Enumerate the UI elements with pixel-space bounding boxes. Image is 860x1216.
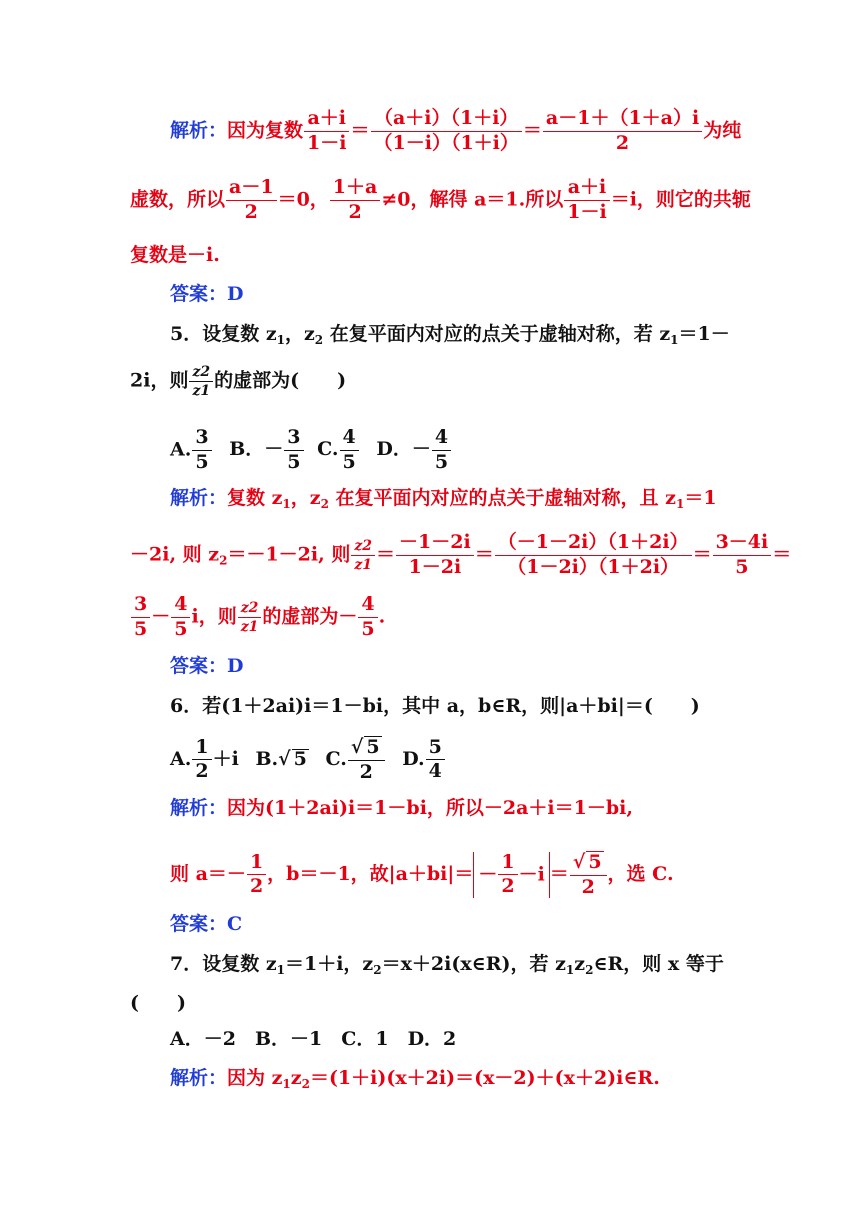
question-7-line-1: 7．设复数 $z_1=1+i$，$z_2=x+2i(x\in R)$，若 $z_1z_2\in R$，则 x 等于 bbox=[170, 953, 724, 977]
fraction: $\frac{3}{5}$ bbox=[284, 427, 303, 474]
option-a: A. bbox=[170, 438, 192, 461]
fraction: $\frac{z2}{z1}$ bbox=[238, 600, 262, 635]
solution-label: 解析： bbox=[170, 1067, 228, 1089]
solution-4-line-3: 复数是－i. bbox=[130, 244, 220, 266]
fraction: $\frac{3}{5}$ bbox=[131, 594, 150, 641]
sqrt-sign: √ bbox=[278, 747, 291, 770]
sqrt-sign: √ bbox=[350, 736, 364, 758]
option-d: D．－ bbox=[376, 438, 431, 461]
solution-5-line-2: －2i, 则 $z_2=-1-2i$, 则 $\frac{z2}{z1}$ ＝ $\frac{-1-2i}{1-2i}$ ＝ $\frac{(-1-2i)(1+2i)}{(1-2i)(1+2i)}$ ＝ $\frac{3-4i}{5}$ ＝ bbox=[130, 531, 792, 578]
option-d: D. bbox=[402, 747, 425, 770]
fraction: $\frac{a-1}{2}$ bbox=[226, 177, 277, 224]
fraction: $\frac{a+i}{1-i}$ bbox=[564, 177, 609, 224]
solution-4-line-2: 虚数，所以 $\frac{a-1}{2}$ ＝0， $\frac{1+a}{2}$ ≠0，解得 a＝1.所以 $\frac{a+i}{1-i}$ ＝i，则它的共轭 bbox=[130, 176, 751, 223]
solution-6-line-2: 则 a＝－ $\frac{1}{2}$ ，b＝－1，故|a＋bi|＝ － $\frac{1}{2}$ －i ＝ $\frac{√ 5}{2}$ ，选 C. bbox=[170, 850, 674, 898]
fraction: $\frac{√ 5}{2}$ bbox=[348, 736, 385, 784]
option-b: B．－ bbox=[229, 438, 284, 461]
fraction: $\frac{√ 5}{2}$ bbox=[570, 851, 607, 899]
question-5-line-1: 5．设复数 $z_1$，$z_2$ 在复平面内对应的点关于虚轴对称，若 $z_1=1-$ bbox=[170, 323, 730, 347]
fraction: $\frac{3}{5}$ bbox=[192, 427, 211, 474]
fraction: $\frac{1+a}{2}$ bbox=[330, 177, 381, 224]
question-6-line-1: 6．若(1＋2ai)i＝1－bi，其中 a，b∈R，则|a＋bi|＝( ) bbox=[170, 695, 700, 717]
solution-4-line-1: 解析：因为复数 $\frac{a+i}{1-i}$ ＝ $\frac{(a+i)(1+i)}{(1-i)(1+i)}$ ＝ $\frac{a-1+(1+a)i}{2}$ 为纯 bbox=[170, 107, 742, 154]
fraction: $\frac{4}{5}$ bbox=[171, 594, 190, 641]
fraction: $\frac{5}{4}$ bbox=[426, 737, 445, 784]
answer-5: 答案：D bbox=[170, 655, 244, 677]
solution-7-line-1: 解析：因为 $z_1z_2=(1+i)(x+2i)=(x-2)+(x+2)i\in R$. bbox=[170, 1067, 660, 1091]
fraction: $\frac{z2}{z1}$ bbox=[189, 364, 213, 399]
question-7-line-2: ( ) bbox=[130, 992, 186, 1014]
option-c: C. bbox=[317, 438, 339, 461]
question-7-options: A．－2 B．－1 C．1 D．2 bbox=[170, 1028, 457, 1050]
fraction: $\frac{1}{2}$ bbox=[247, 852, 266, 899]
answer-6: 答案：C bbox=[170, 913, 243, 935]
solution-label: 解析： bbox=[170, 119, 228, 142]
fraction: $\frac{4}{5}$ bbox=[340, 427, 359, 474]
fraction: $\frac{-1-2i}{1-2i}$ bbox=[396, 532, 474, 579]
fraction: $\frac{z2}{z1}$ bbox=[351, 538, 375, 573]
solution-6-line-1: 解析：因为(1＋2ai)i＝1－bi，所以－2a＋i＝1－bi, bbox=[170, 797, 633, 819]
option-b: B. bbox=[255, 747, 279, 770]
question-6-options: A. $\frac{1}{2}$ ＋i B.√ 5 C. $\frac{√ 5}{2}$ D. $\frac{5}{4}$ bbox=[170, 736, 446, 784]
question-5-options bbox=[170, 427, 452, 474]
absolute-value: － $\frac{1}{2}$ －i bbox=[473, 852, 549, 899]
solution-5-line-3: $\frac{3}{5}$ － $\frac{4}{5}$ i，则 $\frac{z2}{z1}$ 的虚部为－ $\frac{4}{5}$ . bbox=[130, 594, 385, 641]
solution-label: 解析： bbox=[170, 797, 228, 819]
option-a: A. bbox=[170, 747, 192, 770]
sqrt-sign: √ bbox=[572, 851, 586, 873]
fraction: $\frac{3-4i}{5}$ bbox=[713, 532, 772, 579]
question-5-line-2: 2i，则 $\frac{z2}{z1}$ 的虚部为( ) bbox=[130, 364, 347, 400]
fraction: $\frac{4}{5}$ bbox=[432, 427, 451, 474]
option-c: C. bbox=[325, 747, 347, 770]
fraction: $\frac{(-1-2i)(1+2i)}{(1-2i)(1+2i)}$ bbox=[495, 532, 692, 579]
fraction: $\frac{1}{2}$ bbox=[192, 737, 211, 784]
fraction: $\frac{(a+i)(1+i)}{(1-i)(1+i)}$ bbox=[371, 108, 522, 155]
answer-4: 答案：D bbox=[170, 283, 244, 305]
fraction: $\frac{a-1+(1+a)i}{2}$ bbox=[543, 108, 702, 155]
fraction: $\frac{a+i}{1-i}$ bbox=[304, 108, 349, 155]
fraction: $\frac{4}{5}$ bbox=[358, 594, 377, 641]
solution-label: 解析： bbox=[170, 487, 228, 509]
solution-5-line-1: 解析：复数 $z_1$，$z_2$ 在复平面内对应的点关于虚轴对称，且 $z_1=1$ bbox=[170, 487, 717, 511]
